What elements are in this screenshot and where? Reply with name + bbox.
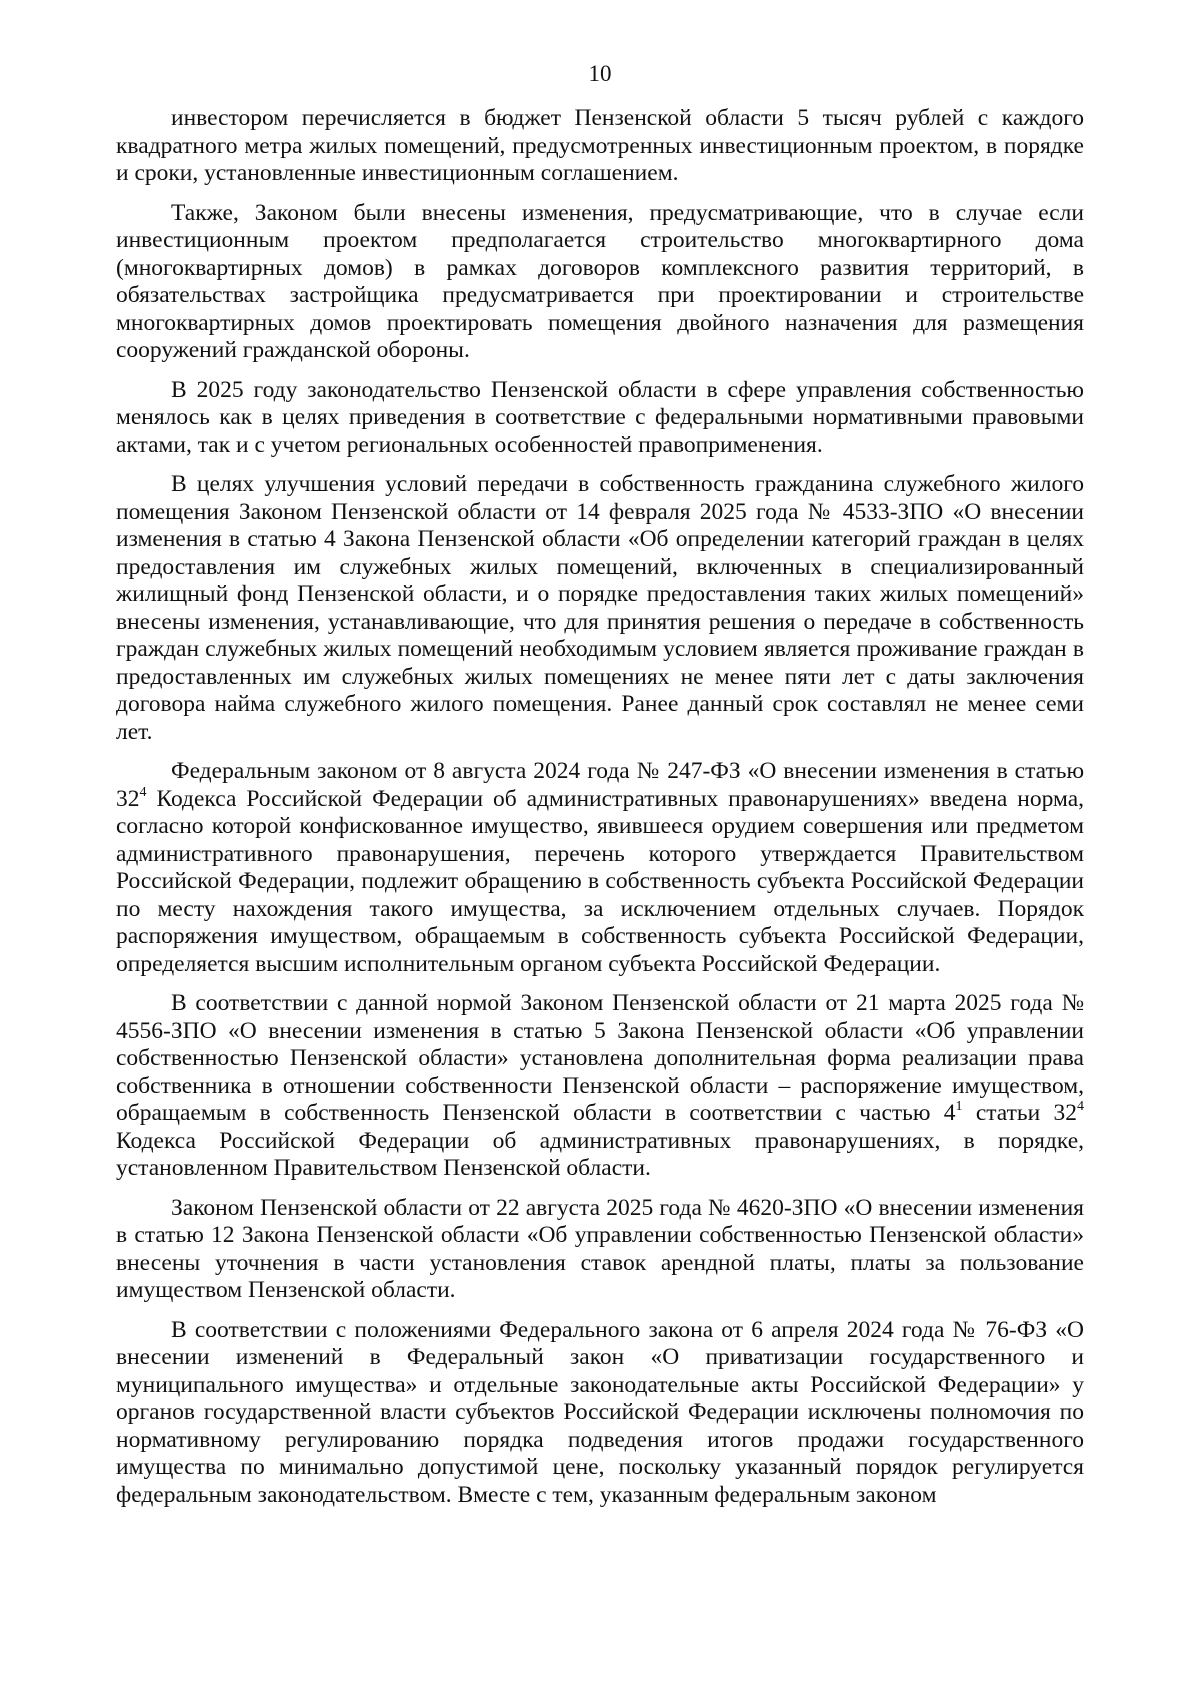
paragraph-text: Кодекса Российской Федерации об административных правонарушениях, в порядке, установленном Правительством Пензенской области. (116, 1127, 1084, 1181)
page-number: 10 (588, 61, 612, 86)
paragraph-service-housing: В целях улучшения условий передачи в собственность гражданина служебного жилого помещения Законом Пензенской области от 14 февраля 2025 года № 4533-ЗПО «О внесении изменения в статью 4 Закона Пензенской области «Об определении категорий граждан в целях предоставления им служебных жилых помещений, включенных в специализированный жилищный фонд Пензенской области, и о порядке предоставления таких жилых помещений» внесены изменения, устанавливающие, что для принятия решения о передаче в собственность граждан служебных жилых помещений необходимым условием является проживание граждан в предоставленных им служебных жилых помещениях не менее пяти лет с даты заключения договора найма служебного жилого помещения. Ранее данный срок составлял не менее семи лет. (116, 471, 1084, 745)
superscript: 1 (955, 1099, 963, 1114)
paragraph-text: статьи 32 (962, 1100, 1077, 1126)
superscript: 4 (1077, 1099, 1084, 1114)
paragraph-federal-law-76: В соответствии с положениями Федерального закона от 6 апреля 2024 года № 76-ФЗ «О внесении изменений в Федеральный закон «О приватизации государственного и муниципального имущества» и отдельные законодательные акты Российской Федерации» у органов государственной власти субъектов Российской Федерации исключены полномочия по нормативному регулированию порядка подведения итогов продажи государственного имущества по минимально допустимой цене, поскольку указанный порядок регулируется федеральным законодательством. Вместе с тем, указанным федеральным законом (116, 1316, 1084, 1508)
paragraph-text: Федеральным законом от 8 августа 2024 года № 247-ФЗ «О внесении изменения в статью 32 (116, 758, 1084, 812)
paragraph-law-4620: Законом Пензенской области от 22 августа 2025 года № 4620-ЗПО «О внесении изменения в статью 12 Закона Пензенской области «Об управлении собственностью Пензенской области» внесены уточнения в части установления ставок арендной платы, платы за пользование имуществом Пензенской области. (116, 1194, 1084, 1303)
paragraph-text: Кодекса Российской Федерации об административных правонарушениях» введена норма, согласно которой конфискованное имущество, явившееся орудием совершения или предметом административного правонарушения, перечень которого утверждается Правительством Российской Федерации, подлежит обращению в собственность субъекта Российской Федерации по месту нахождения такого имущества, за исключением отдельных случаев. Порядок распоряжения имуществом, обращаемым в собственность субъекта Российской Федерации, определяется высшим исполнительным органом субъекта Российской Федерации. (116, 785, 1084, 977)
paragraph-law-4556 (116, 990, 1084, 1183)
paragraph-legislation-2025: В 2025 году законодательство Пензенской области в сфере управления собственностью менялось как в целях приведения в соответствие с федеральными нормативными правовыми актами, так и с учетом региональных особенностей правоприменения. (116, 376, 1084, 458)
paragraph-investor-payment: инвестором перечисляется в бюджет Пензенской области 5 тысяч рублей с каждого квадратного метра жилых помещений, предусмотренных инвестиционным проектом, в порядке и сроки, установленные инвестиционным соглашением. (116, 105, 1084, 186)
document-page (116, 60, 1084, 1521)
paragraph-dual-purpose-premises: Также, Законом были внесены изменения, предусматривающие, что в случае если инвестиционным проектом предполагается строительство многоквартирного дома (многоквартирных домов) в рамках договоров комплексного развития территорий, в обязательствах застройщика предусматривается при проектировании и строительстве многоквартирных домов проектировать помещения двойного назначения для размещения сооружений гражданской обороны. (116, 199, 1084, 363)
paragraph-text: В соответствии с данной нормой Законом Пензенской области от 21 марта 2025 года № 4556-ЗПО «О внесении изменения в статью 5 Закона Пензенской области «Об управлении собственностью Пензенской области» установлена дополнительная форма реализации права собственника в отношении собственности Пензенской области – распоряжение имуществом, обращаемым в собственность Пензенской области в соответствии с частью 4 (116, 990, 1084, 1126)
paragraph-federal-law-247 (116, 758, 1084, 978)
superscript: 4 (139, 784, 147, 800)
